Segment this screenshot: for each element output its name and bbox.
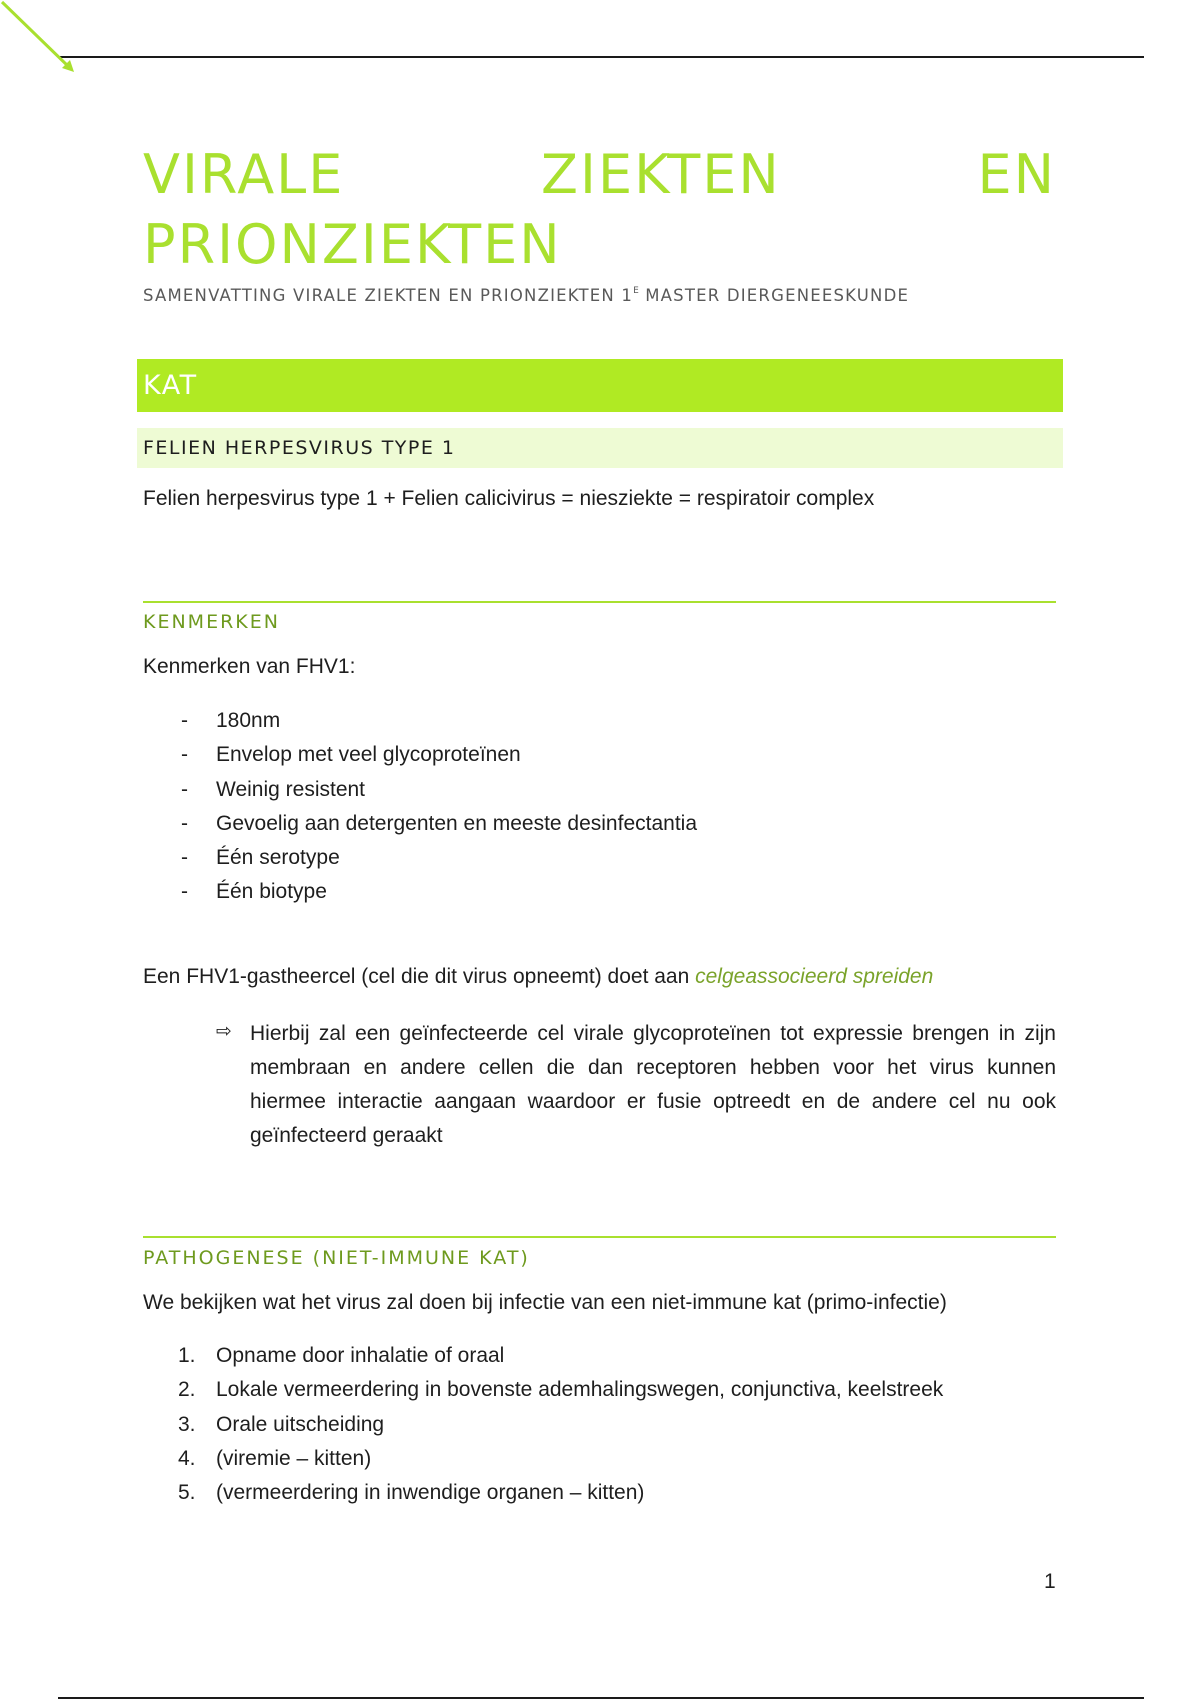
step-text: Opname door inhalatie of oraal xyxy=(216,1344,505,1367)
footer-rule xyxy=(58,1697,1144,1699)
subtitle-prefix: SAMENVATTING VIRALE ZIEKTEN EN PRIONZIEKTEN 1 xyxy=(143,286,634,305)
pathogenese-rule xyxy=(143,1236,1056,1238)
kenmerken-rule xyxy=(143,601,1056,603)
list-item xyxy=(143,704,697,738)
step-number: 4. xyxy=(178,1446,196,1470)
list-item-text: Één biotype xyxy=(216,880,327,904)
subtitle-superscript: E xyxy=(633,286,639,296)
bullet-marker: - xyxy=(181,880,188,904)
step-text: (viremie – kitten) xyxy=(216,1446,372,1470)
kenmerken-intro: Kenmerken van FHV1: xyxy=(143,655,356,678)
list-item-text: Gevoelig aan detergenten en meeste desinfectantia xyxy=(216,811,698,835)
step-text: Orale uitscheiding xyxy=(216,1412,385,1436)
list-item xyxy=(143,875,697,909)
list-item-text: Envelop met veel glycoproteïnen xyxy=(216,743,521,767)
bullet-marker: - xyxy=(181,743,188,767)
step-number: 1. xyxy=(178,1344,196,1367)
chapter-heading-kat: KAT xyxy=(137,359,1063,412)
step-number: 3. xyxy=(178,1412,196,1436)
list-item-text: Één serotype xyxy=(216,846,340,870)
spread-emphasis: celgeassocieerd spreiden xyxy=(695,965,934,988)
list-item-text: Weinig resistent xyxy=(216,777,366,801)
list-item xyxy=(143,1476,943,1510)
kenmerken-heading: KENMERKEN xyxy=(143,611,280,633)
pathogenese-heading: PATHOGENESE (NIET-IMMUNE KAT) xyxy=(143,1247,530,1269)
document-subtitle xyxy=(143,286,1103,305)
list-item xyxy=(143,807,697,841)
document-title: VIRALE ZIEKTEN EN PRIONZIEKTEN xyxy=(143,143,1056,276)
bullet-marker: - xyxy=(181,777,188,801)
header-rule xyxy=(60,56,1144,58)
list-item xyxy=(143,1408,943,1442)
bullet-marker: - xyxy=(181,709,188,732)
list-item-text: 180nm xyxy=(216,709,281,732)
corner-arrow-icon xyxy=(0,0,90,90)
step-number: 2. xyxy=(178,1378,196,1402)
step-text: (vermeerdering in inwendige organen – kitten) xyxy=(216,1481,645,1505)
spread-text: Een FHV1-gastheercel (cel die dit virus opneemt) doet aan xyxy=(143,965,696,988)
list-item xyxy=(143,773,697,807)
subtitle-suffix: MASTER DIERGENEESKUNDE xyxy=(638,286,910,305)
arrow-paragraph: Hierbij zal een geïnfecteerde cel virale glycoproteïnen tot expressie brengen in zijn membraan en andere cellen die dan receptoren hebben voor het virus kunnen hiermee interactie aangaan waardoor er fusie optreedt en de andere cel nu ook geïnfecteerd geraakt xyxy=(250,1022,1056,1147)
list-item xyxy=(143,738,697,772)
list-item xyxy=(143,841,697,875)
kenmerken-list xyxy=(143,704,697,910)
pathogenese-steps xyxy=(143,1339,943,1510)
section-heading-fhv1: FELIEN HERPESVIRUS TYPE 1 xyxy=(137,428,1063,468)
step-text: Lokale vermeerdering in bovenste ademhalingswegen, conjunctiva, keelstreek xyxy=(216,1378,944,1402)
arrow-right-icon: ⇨ xyxy=(216,1021,232,1042)
bullet-marker: - xyxy=(181,846,188,870)
section-intro: Felien herpesvirus type 1 + Felien calicivirus = niesziekte = respiratoir complex xyxy=(143,487,875,510)
pathogenese-intro: We bekijken wat het virus zal doen bij infectie van een niet-immune kat (primo-infectie) xyxy=(143,1291,947,1314)
page-number: 1 xyxy=(1044,1570,1056,1593)
bullet-marker: - xyxy=(181,811,188,835)
step-number: 5. xyxy=(178,1481,196,1505)
list-item xyxy=(143,1373,943,1407)
list-item xyxy=(143,1339,943,1373)
spread-paragraph xyxy=(143,963,933,991)
list-item xyxy=(143,1442,943,1476)
